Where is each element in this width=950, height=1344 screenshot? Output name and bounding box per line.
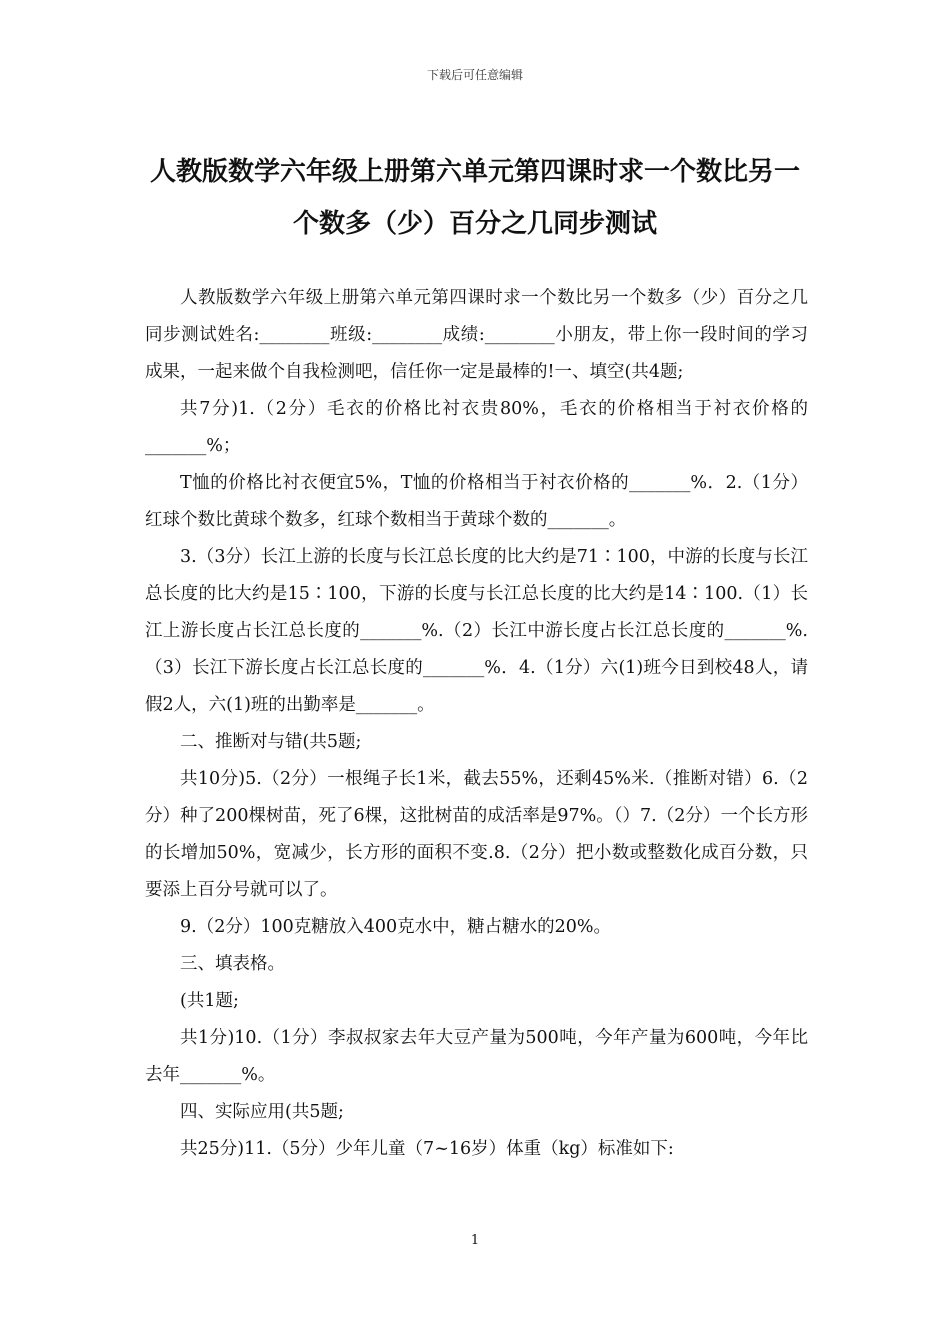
paragraph-q5-q8: 共10分)5.（2分）一根绳子长1米，截去55%，还剩45%米.（推断对错）6.（2分）种了200棵树苗，死了6棵，这批树苗的成活率是97%。（）7.（2分）一个长方形的长增加50%，宽减少，长方形的面积不变.8.（2分）把小数或整数化成百分数，只要添上百分号就可以了。 — [145, 769, 808, 900]
paragraph-q1-cont-q2: T恤的价格比衬衣便宜5%，T恤的价格相当于衬衣价格的_______%．2.（1分）红球个数比黄球个数多，红球个数相当于黄球个数的_______。 — [145, 473, 808, 530]
header-note: 下载后可任意编辑 — [426, 68, 523, 82]
page-number: 1 — [470, 1233, 480, 1248]
document-body — [145, 280, 808, 1168]
paragraph-q11: 共25分)11.（5分）少年儿童（7~16岁）体重（kg）标准如下: — [180, 1139, 674, 1159]
paragraph-q1: 共7分)1.（2分）毛衣的价格比衬衣贵80%，毛衣的价格相当于衬衣价格的_______%； — [145, 399, 808, 456]
section-heading-table: 三、填表格。 — [180, 954, 285, 974]
paragraph-q10: 共1分)10.（1分）李叔叔家去年大豆产量为500吨，今年产量为600吨，今年比去年_______%。 — [145, 1028, 808, 1085]
section-heading-judge: 二、推断对与错(共5题; — [180, 732, 362, 752]
section-heading-application: 四、实际应用(共5题; — [180, 1102, 344, 1122]
paragraph-q3-q4: 3.（3分）长江上游的长度与长江总长度的比大约是71∶100，中游的长度与长江总长度的比大约是15∶100，下游的长度与长江总长度的比大约是14∶100.（1）长江上游长度占长江总长度的_______%.（2）长江中游长度占长江总长度的_______%.（3）长江下游长度占长江总长度的_______%．4.（1分）六(1)班今日到校48人，请假2人，六(1)班的出勤率是_______。 — [145, 547, 808, 715]
paragraph-table-count: (共1题; — [180, 991, 239, 1011]
paragraph-intro: 人教版数学六年级上册第六单元第四课时求一个数比另一个数多（少）百分之几同步测试姓名:________班级:________成绩:________小朋友，带上你一段时间的学习成果，一起来做个自我检测吧，信任你一定是最棒的!一、填空(共4题; — [145, 288, 808, 382]
paragraph-q9: 9.（2分）100克糖放入400克水中，糖占糖水的20%。 — [180, 917, 612, 937]
document-title: 人教版数学六年级上册第六单元第四课时求一个数比另一个数多（少）百分之几同步测试 — [149, 157, 800, 239]
